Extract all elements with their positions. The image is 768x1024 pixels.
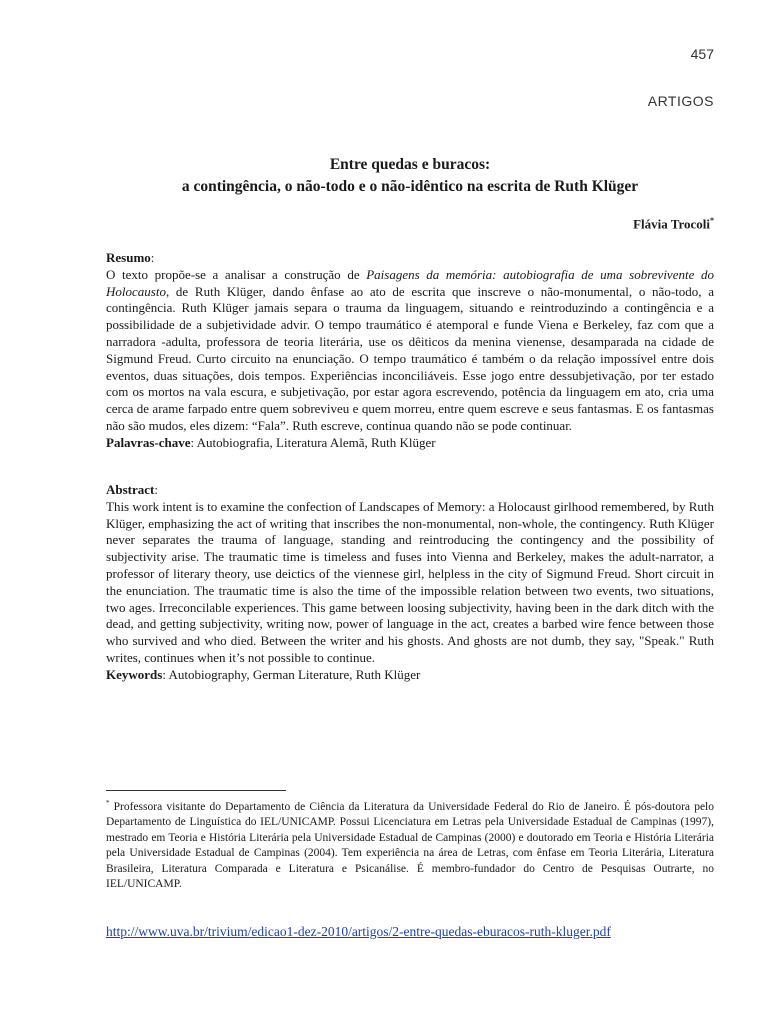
abstract-keywords bbox=[106, 667, 714, 684]
resumo-book-title: Paisagens da memória: autobiografia de uma sobrevivente do Holocausto bbox=[106, 266, 714, 299]
resumo-text-post: , de Ruth Klüger, dando ênfase ao ato de escrita que inscreve o não-monumental, o não-todo, a contingência. Ruth Klüger jamais separa o trauma da linguagem, situando e reintroduzindo a contingência e a possibilidade de a subjetividade advir. O tempo traumático é atemporal e funde Viena e Berkeley, faz com que a narradora -adulta, professora de teoria literária, use os dêiticos da menina vienense, desamparada na cidade de Sigmund Freud. Curto circuito na enunciação. O tempo traumático é também o da relação impossível entre dois eventos, duas situações, dois tempos. Experiências inconciliáveis. Esse jogo entre dessubjetivação, por ter estado com os mortos na vala escura, e subjetivação, por estar agora escrevendo, potência da linguagem em ato, cria uma cerca de arame farpado entre quem sobreviveu e quem morreu, entre quem escreve e seus fantasmas. E os fantasmas não são mudos, eles dizem: “Fala”. Ruth escreve, continua quando não se pode continuar. bbox=[106, 283, 714, 433]
resumo-text-pre: O texto propõe-se a analisar a construção de bbox=[106, 266, 367, 282]
resumo-section: Resumo: O texto propõe-se a analisar a construção de Paisagens da memória: autobiografia de uma sobrevivente do Holocausto, de Ruth Klüger, dando ênfase ao ato de escrita que inscreve o não-monumental, o não-todo, a contingência. Ruth Klüger jamais separa o trauma da linguagem, situando e reintroduzindo a contingência e a possibilidade de a subjetividade advir. O tempo traumático é atemporal e funde Viena e Berkeley, faz com que a narradora -adulta, professora de teoria literária, use os dêiticos da menina vienense, desamparada na cidade de Sigmund Freud. Curto circuito na enunciação. O tempo traumático é também o da relação impossível entre dois eventos, duas situações, dois tempos. Experiências inconciliáveis. Esse jogo entre dessubjetivação, por ter estado com os mortos na vala escura, e subjetivação, por estar agora escrevendo, potência da linguagem em ato, cria uma cerca de arame farpado entre quem sobreviveu e quem morreu, entre quem escreve e seus fantasmas. E os fantasmas não são mudos, eles dizem: “Fala”. Ruth escreve, continua quando não se pode continuar. Palavras-chave: Autobiografia, Literatura Alemã, Ruth Klüger bbox=[106, 250, 714, 450]
title-line-1: Entre quedas e buracos: bbox=[329, 156, 491, 173]
author-name bbox=[633, 216, 714, 232]
abstract-heading: Abstract bbox=[106, 482, 155, 497]
author-footnote-mark: * bbox=[710, 216, 714, 225]
resumo-keywords-label: Palavras-chave bbox=[106, 434, 191, 450]
resumo-text bbox=[106, 267, 714, 435]
section-label: ARTIGOS bbox=[647, 93, 714, 109]
source-url-link[interactable]: http://www.uva.br/trivium/edicao1-dez-2010/artigos/2-entre-quedas-eburacos-ruth-kluger.pdf bbox=[106, 924, 611, 939]
resumo-keywords-values: : Autobiografia, Literatura Alemã, Ruth Klüger bbox=[190, 434, 436, 450]
author-text: Flávia Trocoli bbox=[633, 216, 710, 232]
footnote-divider bbox=[106, 790, 286, 791]
author-footnote bbox=[106, 796, 714, 893]
abstract-text: This work intent is to examine the confection of Landscapes of Memory: a Holocaust girlhood remembered, by Ruth Klüger, emphasizing the act of writing that inscribes the non-monumental, non-whole, the contingency. Ruth Klüger never separates the trauma of language, standing and reintroducing the contingency and the possibility of subjectivity arise. The traumatic time is timeless and fuses into Vienna and Berkeley, makes the adult-narrator, a professor of literary theory, use deictics of the viennese girl, helpless in the city of Sigmund Freud. Short circuit in the enunciation. The traumatic time is also the time of the impossible relation between two events, two situations, two ages. Irreconcilable experiences. This game between loosing subjectivity, having been in the dark ditch with the dead, and getting subjectivity, writing now, power of language in the act, creates a barbed wire fence between those who survived and who died. Between the writer and his ghosts. And ghosts are not dumb, they say, "Speak." Ruth writes, continues when it’s not possible to continue. bbox=[106, 498, 714, 665]
abstract-section: Abstract: This work intent is to examine the confection of Landscapes of Memory: a Holocaust girlhood remembered, by Ruth Klüger, emphasizing the act of writing that inscribes the non-monumental, non-whole, the contingency. Ruth Klüger never separates the trauma of language, standing and reintroducing the contingency and the possibility of subjectivity arise. The traumatic time is timeless and fuses into Vienna and Berkeley, makes the adult-narrator, a professor of literary theory, use deictics of the viennese girl, helpless in the city of Sigmund Freud. Short circuit in the enunciation. The traumatic time is also the time of the impossible relation between two events, two situations, two ages. Irreconcilable experiences. This game between loosing subjectivity, having been in the dark ditch with the dead, and getting subjectivity, writing now, power of language in the act, creates a barbed wire fence between those who survived and who died. Between the writer and his ghosts. And ghosts are not dumb, they say, "Speak." Ruth writes, continues when it’s not possible to continue. Keywords: Autobiography, German Literature, Ruth Klüger bbox=[106, 482, 714, 682]
footnote-mark: * bbox=[106, 799, 110, 807]
resumo-heading: Resumo bbox=[106, 250, 151, 265]
title-line-2: a contingência, o não-todo e o não-idêntico na escrita de Ruth Klüger bbox=[181, 178, 639, 195]
article-title bbox=[106, 154, 714, 198]
abstract-keywords-label: Keywords bbox=[106, 666, 163, 682]
abstract-keywords-values: : Autobiography, German Literature, Ruth Klüger bbox=[162, 666, 421, 682]
page-number: 457 bbox=[690, 46, 714, 62]
footnote-text: Professora visitante do Departamento de Ciência da Literatura da Universidade Federal do Rio de Janeiro. É pós-doutora pelo Departamento de Linguística do IEL/UNICAMP. Possui Licenciatura em Letras pela Universidade Estadual de Campinas (1997), mestrado em Teoria e História Literária pela Universidade Estadual de Campinas (2000) e doutorado em Teoria e História Literária pela Universidade Estadual de Campinas (2004). Tem experiência na área de Letras, com ênfase em Teoria Literária, Literatura Brasileira, Literatura Comparada e Literatura e Psicanálise. É membro-fundador do Centro de Pesquisas Outrarte, no IEL/UNICAMP. bbox=[106, 800, 714, 891]
resumo-keywords bbox=[106, 435, 714, 452]
